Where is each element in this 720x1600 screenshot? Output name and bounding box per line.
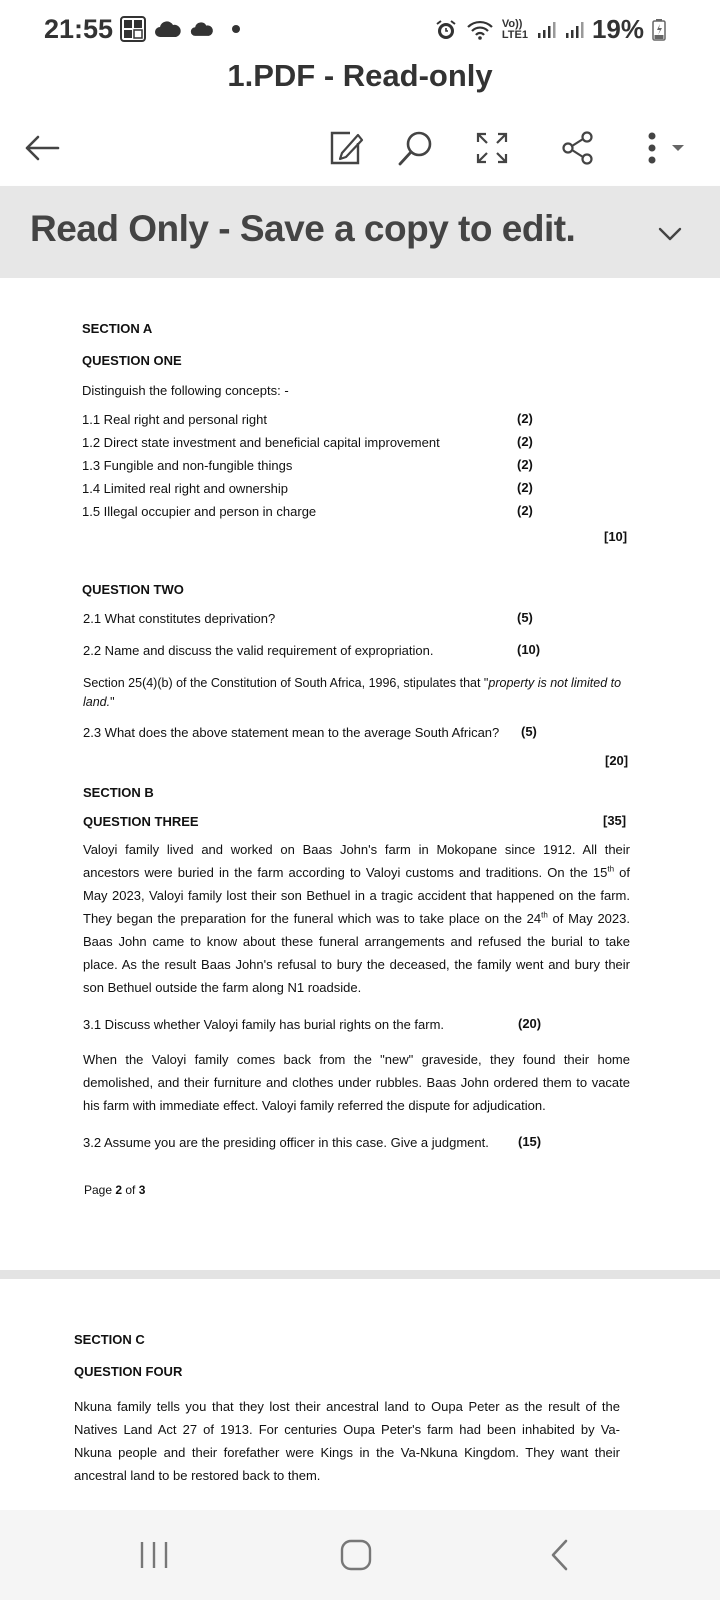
wifi-icon [466, 19, 494, 41]
q3-2-marks: (15) [518, 1134, 542, 1149]
q2-quote-prefix: Section 25(4)(b) of the Constitution of South Africa, 1996, stipulates that " [83, 676, 489, 690]
edit-button[interactable] [320, 122, 372, 174]
battery-charging-icon [652, 19, 666, 41]
edit-icon [328, 129, 364, 167]
q3-2-text: 3.2 Assume you are the presiding officer in this case. Give a judgment. [83, 1135, 489, 1150]
signal-icon [564, 20, 584, 40]
network-label [502, 19, 528, 41]
recent-apps-button[interactable] [124, 1530, 184, 1580]
page-footer [84, 1181, 145, 1199]
question-two-heading: QUESTION TWO [82, 582, 184, 597]
q2-quote-italic: property is not limited to land. [83, 676, 622, 709]
q1-item-text: 1.4 Limited real right and ownership [82, 481, 288, 496]
alarm-icon [434, 18, 458, 42]
status-right [434, 14, 666, 45]
fullscreen-button[interactable] [466, 122, 518, 174]
document-viewer[interactable] [0, 278, 720, 1510]
status-time: 21:55 [44, 14, 114, 44]
fullscreen-icon [475, 131, 509, 165]
q3-para-part: of May 2023, Valoyi family lost their son Bethuel in a tragic accident that happened on the farm. They began the preparation for the funeral which was to take place on the 24 [83, 865, 630, 926]
section-b-heading: SECTION B [83, 785, 154, 800]
app-grid-icon [120, 16, 146, 42]
home-icon [339, 1538, 373, 1572]
footer-mid: of [122, 1183, 139, 1197]
banner-text: Read Only - Save a copy to edit. [30, 208, 576, 249]
footer-page-number: 2 [115, 1183, 123, 1197]
q2-3-marks: (5) [521, 724, 537, 739]
toolbar [0, 112, 720, 184]
back-arrow-icon [24, 134, 60, 162]
back-icon [548, 1538, 572, 1572]
share-button[interactable] [552, 122, 604, 174]
read-only-banner[interactable] [0, 186, 720, 278]
q4-scenario-paragraph: Nkuna family tells you that they lost their ancestral land to Oupa Peter as the result of the Natives Land Act 27 of 1913. For centuries Oupa Peter's farm had been inhabited by Va-Nkuna people and their forefather were Kings in the Va-Nkuna Kingdom. They want their ancestral land to be restored back to them. [74, 1399, 620, 1483]
q3-1-marks: (20) [518, 1016, 542, 1031]
q1-item-text: 1.2 Direct state investment and beneficial capital improvement [82, 435, 440, 450]
recent-apps-icon [137, 1540, 171, 1570]
banner-expand-button[interactable] [650, 214, 690, 254]
page-separator [0, 1270, 720, 1279]
back-button[interactable] [16, 122, 68, 174]
q2-1-marks: (5) [517, 610, 533, 625]
q2-quote-suffix: " [110, 695, 115, 709]
cloud-icon [190, 20, 214, 38]
ordinal-suffix: th [607, 864, 615, 874]
q3-total-marks: [35] [603, 813, 627, 828]
section-a-heading: SECTION A [82, 321, 153, 336]
q2-2-text: 2.2 Name and discuss the valid requirement of expropriation. [83, 643, 434, 658]
network-label-top: Vo)) [501, 17, 523, 30]
more-options-button[interactable] [628, 122, 698, 174]
q3-followup-paragraph: When the Valoyi family comes back from the "new" graveside, they found their home demolished, and their furniture and clothes under rubbles. Baas John ordered them to vacate his farm with immediate effect. Valoyi family referred the dispute for adjudication. [83, 1052, 630, 1113]
question-one-heading: QUESTION ONE [82, 353, 182, 368]
q1-item-marks: (2) [517, 434, 533, 449]
cloud-icon [154, 19, 182, 39]
question-four-heading: QUESTION FOUR [74, 1364, 183, 1379]
battery-percent: 19% [591, 14, 644, 44]
notification-dot [232, 25, 240, 33]
q2-total-marks: [20] [605, 753, 629, 768]
q1-item-text: 1.5 Illegal occupier and person in charge [82, 504, 317, 519]
share-icon [560, 130, 596, 166]
network-label-bottom: LTE1 [501, 28, 528, 41]
status-left-icons [120, 16, 240, 42]
status-bar [0, 0, 720, 62]
q3-1-text: 3.1 Discuss whether Valoyi family has burial rights on the farm. [83, 1017, 445, 1032]
q2-3-text: 2.3 What does the above statement mean to the average South African? [83, 725, 500, 740]
home-button[interactable] [326, 1530, 386, 1580]
q3-para-part: of May 2023. Baas John came to know about these funeral arrangements and refused the burial to take place. As the result Baas John's refusal to bury the deceased, the family went and bury their son Bethuel outside the farm along N1 roadside. [83, 911, 630, 995]
signal-icon [536, 20, 556, 40]
q2-2-marks: (10) [517, 642, 541, 657]
nav-back-button[interactable] [530, 1530, 590, 1580]
footer-page-total: 3 [138, 1183, 146, 1197]
q1-total-marks: [10] [604, 529, 628, 544]
q1-item-marks: (2) [517, 457, 533, 472]
q1-item-marks: (2) [517, 503, 533, 518]
search-button[interactable] [390, 122, 442, 174]
q3-para-part: Valoyi family lived and worked on Baas John's farm in Mokopane since 1912. All their ancestors were buried in the farm according to Valoyi customs and traditions. On the 15 [83, 842, 630, 880]
q1-item-marks: (2) [517, 411, 533, 426]
document-title: 1.PDF - Read-only [227, 58, 493, 93]
section-c-heading: SECTION C [74, 1332, 145, 1347]
q1-item-marks: (2) [517, 480, 533, 495]
more-icon [638, 128, 688, 168]
chevron-down-icon [657, 226, 683, 242]
q3-scenario-paragraph [83, 838, 630, 999]
q1-item-text: 1.1 Real right and personal right [82, 412, 268, 427]
footer-prefix: Page [84, 1183, 116, 1197]
q1-item-text: 1.3 Fungible and non-fungible things [82, 458, 293, 473]
q2-quote [83, 674, 630, 712]
ordinal-suffix: th [541, 910, 548, 920]
q2-1-text: 2.1 What constitutes deprivation? [83, 611, 276, 626]
search-icon [397, 129, 435, 167]
question-three-heading: QUESTION THREE [83, 814, 199, 829]
question-one-intro: Distinguish the following concepts: - [82, 383, 289, 398]
navigation-bar [0, 1510, 720, 1600]
